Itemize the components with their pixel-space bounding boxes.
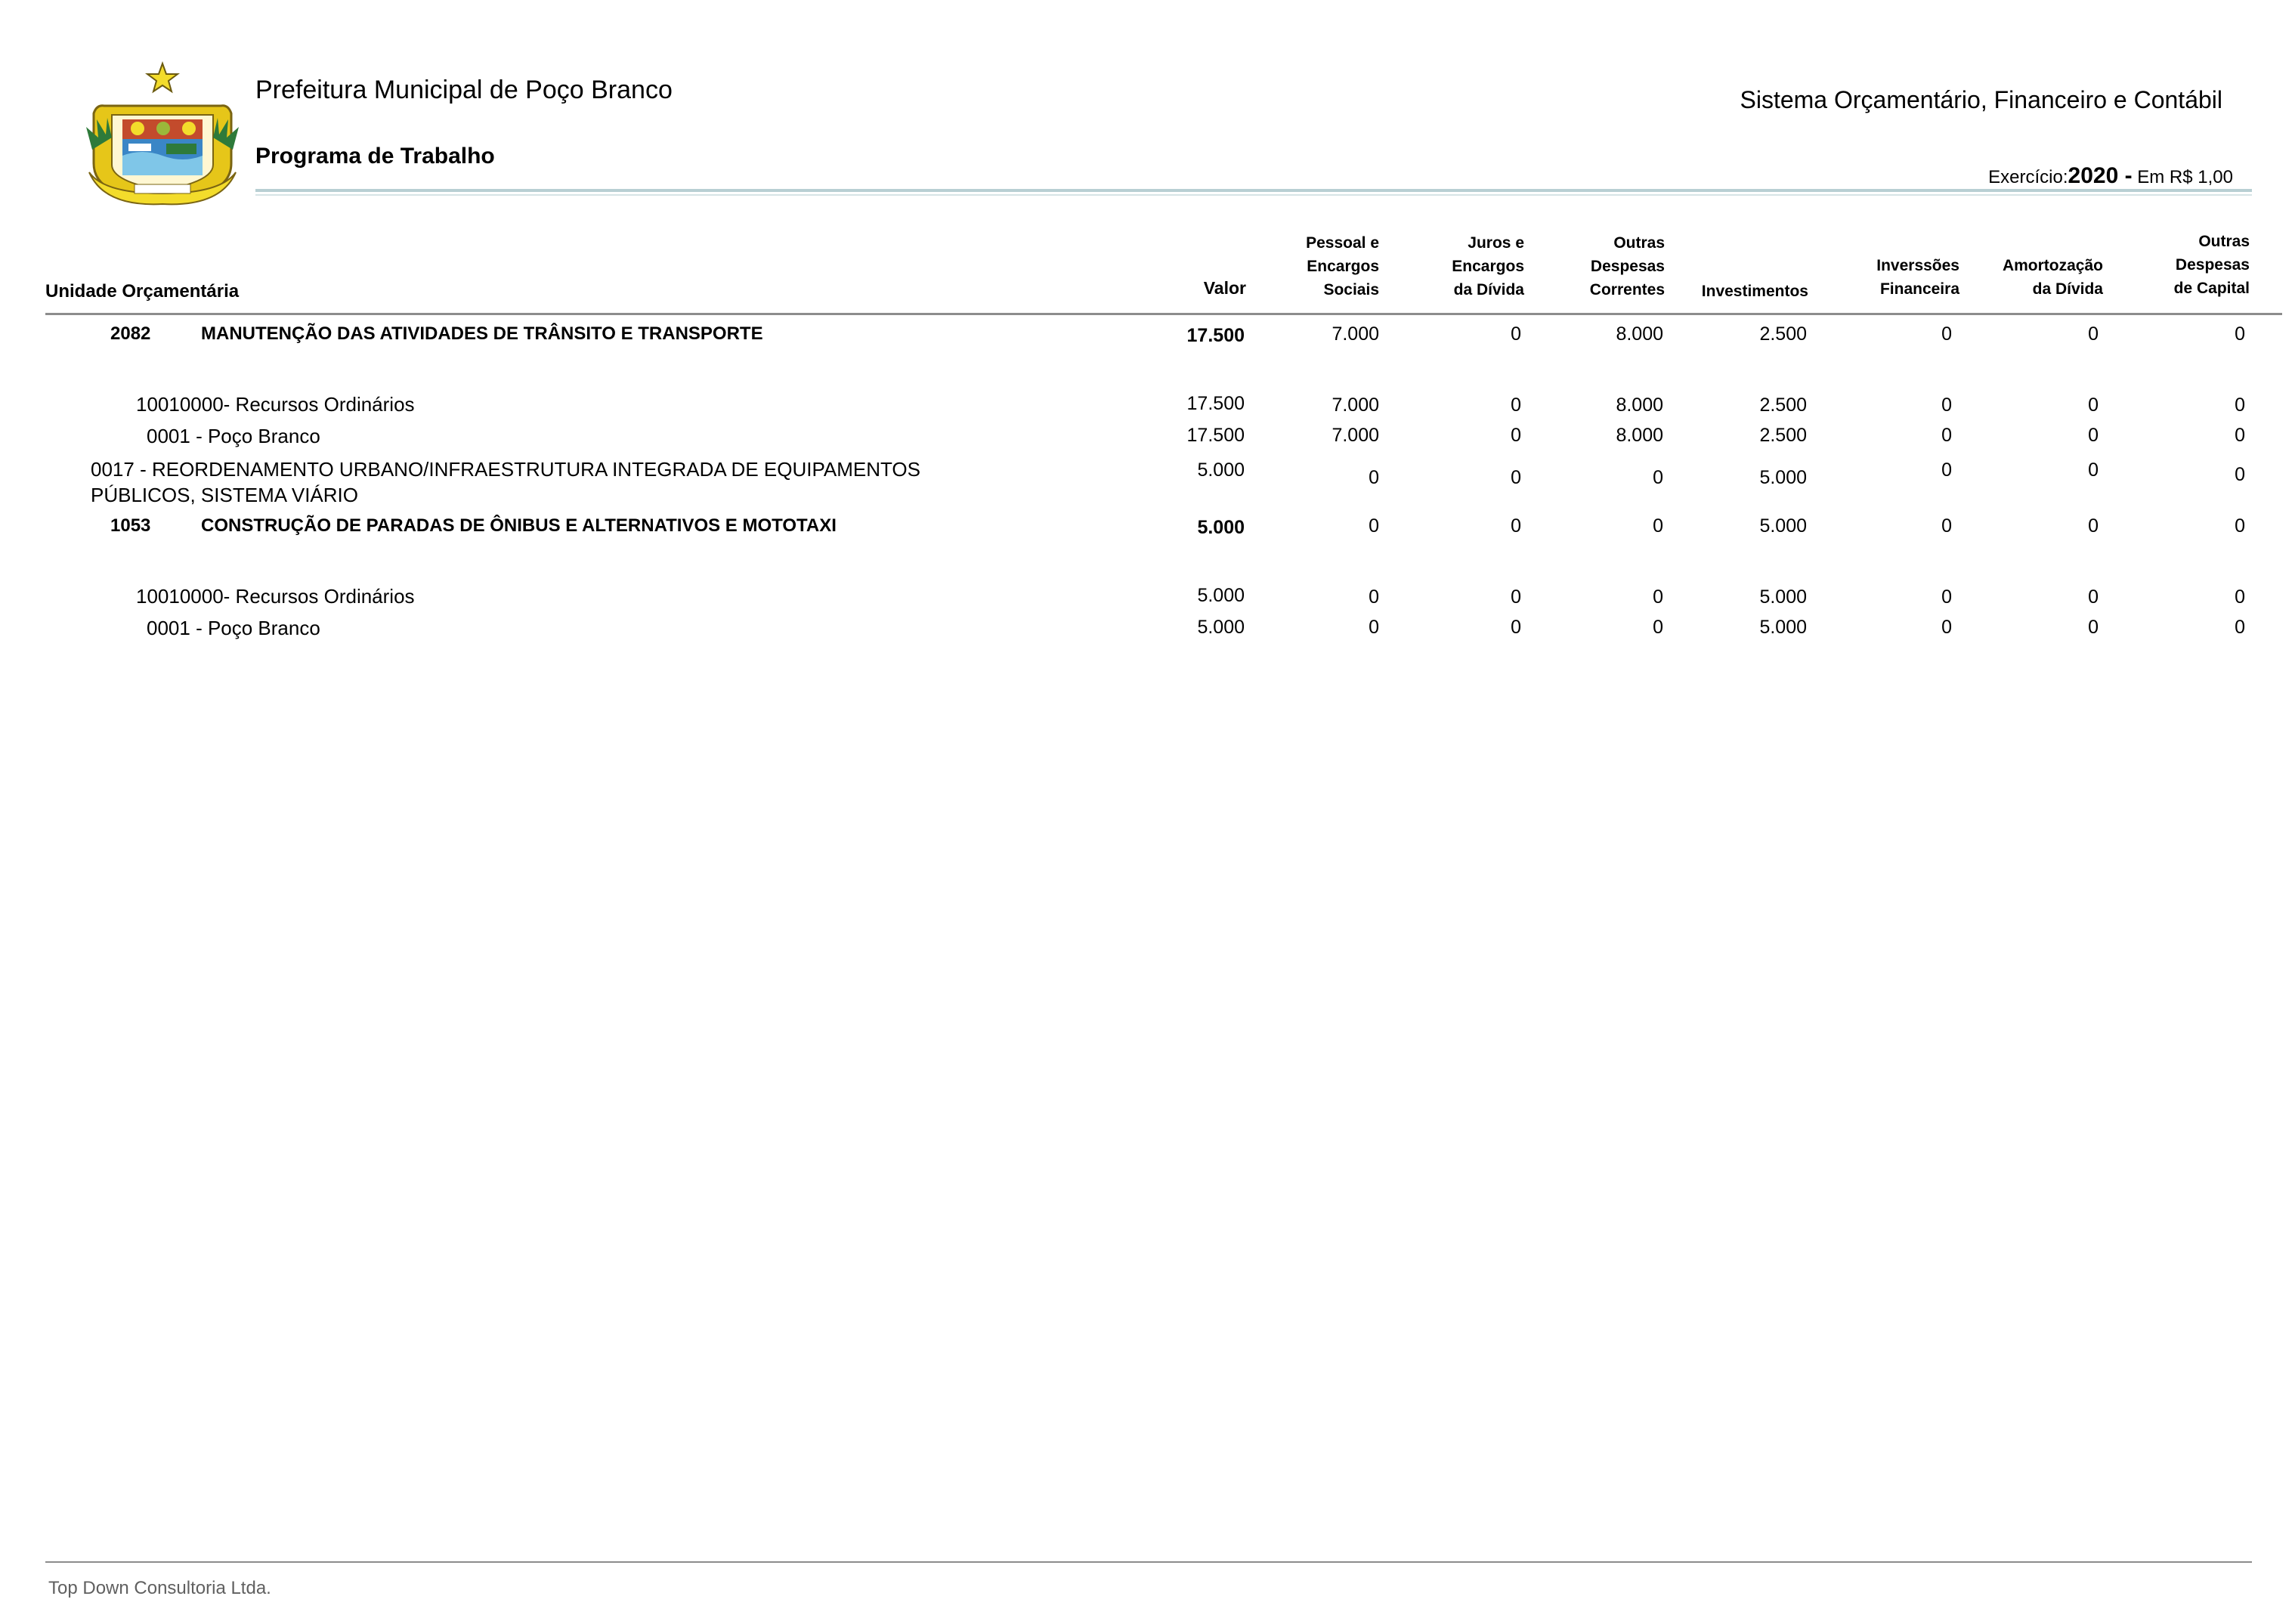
cell-investimentos: 2.500 [1759,425,1807,446]
exercicio-info [1988,163,2233,189]
col-outras-correntes-line1: Outras [1613,234,1665,252]
cell-pessoal: 0 [1369,617,1379,638]
cell-outras-correntes: 8.000 [1616,323,1663,345]
cell-valor: 5.000 [1197,459,1245,481]
cell-investimentos: 5.000 [1759,586,1807,608]
cell-inversoes: 0 [1941,586,1952,608]
cell-pessoal: 7.000 [1332,394,1379,416]
footer-company: Top Down Consultoria Ltda. [48,1578,271,1598]
cell-outras-correntes: 0 [1653,515,1663,537]
system-name: Sistema Orçamentário, Financeiro e Contábil [1740,86,2222,113]
cell-juros: 0 [1511,323,1521,345]
municipal-crest-logo [82,59,243,207]
cell-pessoal: 0 [1369,515,1379,537]
cell-amortizacao: 0 [2088,459,2099,481]
cell-outras-correntes: 8.000 [1616,425,1663,446]
col-juros-line3: da Dívida [1453,281,1524,299]
cell-outras-capital: 0 [2235,515,2245,537]
cell-amortizacao: 0 [2088,323,2099,345]
col-juros-line2: Encargos [1452,258,1524,275]
cell-valor: 5.000 [1197,617,1245,638]
cell-inversoes: 0 [1941,323,1952,345]
cell-outras-capital: 0 [2235,323,2245,345]
col-investimentos: Investimentos [1701,283,1808,300]
cell-valor: 17.500 [1186,425,1245,446]
row-code: 2082 [110,323,151,344]
col-outras-capital-line2: Despesas [2175,256,2250,274]
cell-investimentos: 5.000 [1759,515,1807,537]
cell-amortizacao: 0 [2088,586,2099,608]
report-title: Programa de Trabalho [255,144,495,169]
cell-inversoes: 0 [1941,459,1952,481]
cell-investimentos: 5.000 [1759,617,1807,638]
row-label: 0001 - Poço Branco [147,425,320,447]
cell-outras-capital: 0 [2235,464,2245,485]
cell-pessoal: 0 [1369,586,1379,608]
cell-juros: 0 [1511,617,1521,638]
col-outras-capital-line3: de Capital [2173,280,2250,297]
header-rule-secondary [255,194,2252,196]
col-pessoal [1306,231,1379,302]
footer-rule [45,1561,2252,1563]
row-label: MANUTENÇÃO DAS ATIVIDADES DE TRÂNSITO E TRANSPORTE [201,323,763,344]
cell-outras-correntes: 0 [1653,467,1663,488]
cell-investimentos: 2.500 [1759,394,1807,416]
col-pessoal-line3: Sociais [1323,281,1379,299]
cell-valor: 5.000 [1197,517,1245,538]
col-juros [1452,231,1524,302]
cell-inversoes: 0 [1941,394,1952,416]
cell-investimentos: 2.500 [1759,323,1807,345]
col-inversoes [1876,254,1959,301]
cell-outras-correntes: 8.000 [1616,394,1663,416]
col-amortizacao-line2: da Dívida [2032,280,2103,298]
cell-juros: 0 [1511,394,1521,416]
cell-inversoes: 0 [1941,425,1952,446]
cell-amortizacao: 0 [2088,617,2099,638]
col-outras-capital [2174,230,2250,300]
header-rule [255,189,2252,192]
cell-inversoes: 0 [1941,515,1952,537]
cell-outras-capital: 0 [2235,394,2245,416]
row-label: 0001 - Poço Branco [147,617,320,639]
row-label: 10010000- Recursos Ordinários [136,393,415,416]
cell-valor: 17.500 [1186,325,1245,346]
col-juros-line1: Juros e [1468,234,1524,252]
col-inversoes-line1: Inverssões [1876,257,1959,274]
col-pessoal-line2: Encargos [1307,258,1379,275]
row-label: 0017 - REORDENAMENTO URBANO/INFRAESTRUTURA INTEGRADA DE EQUIPAMENTOS [91,458,920,481]
col-unidade-orcamentaria: Unidade Orçamentária [45,281,240,302]
col-outras-capital-line1: Outras [2198,233,2250,250]
row-label-line2: PÚBLICOS, SISTEMA VIÁRIO [91,484,358,506]
cell-outras-capital: 0 [2235,425,2245,446]
cell-outras-capital: 0 [2235,617,2245,638]
row-code: 1053 [110,515,151,536]
column-header-rule [45,313,2282,315]
cell-juros: 0 [1511,586,1521,608]
col-outras-correntes-line3: Correntes [1589,281,1665,299]
cell-outras-correntes: 0 [1653,586,1663,608]
row-label: 10010000- Recursos Ordinários [136,585,415,608]
cell-amortizacao: 0 [2088,515,2099,537]
exercicio-label: Exercício: [1988,167,2068,187]
cell-amortizacao: 0 [2088,394,2099,416]
cell-outras-correntes: 0 [1653,617,1663,638]
exercicio-year: 2020 - [2068,163,2133,188]
cell-inversoes: 0 [1941,617,1952,638]
cell-juros: 0 [1511,425,1521,446]
currency-label: Em R$ 1,00 [2137,167,2233,187]
cell-pessoal: 7.000 [1332,425,1379,446]
cell-pessoal: 0 [1369,467,1379,488]
cell-valor: 17.500 [1186,393,1245,414]
col-pessoal-line1: Pessoal e [1306,234,1379,252]
col-valor: Valor [1203,278,1246,298]
cell-valor: 5.000 [1197,585,1245,606]
col-outras-correntes [1590,231,1665,302]
col-inversoes-line2: Financeira [1879,280,1959,298]
cell-juros: 0 [1511,515,1521,537]
cell-outras-capital: 0 [2235,586,2245,608]
cell-pessoal: 7.000 [1332,323,1379,345]
cell-investimentos: 5.000 [1759,467,1807,488]
col-outras-correntes-line2: Despesas [1590,258,1665,275]
row-label: CONSTRUÇÃO DE PARADAS DE ÔNIBUS E ALTERNATIVOS E MOTOTAXI [201,515,837,536]
cell-amortizacao: 0 [2088,425,2099,446]
cell-juros: 0 [1511,467,1521,488]
col-amortizacao [2003,254,2103,301]
municipality-name: Prefeitura Municipal de Poço Branco [255,76,673,104]
col-amortizacao-line1: Amortozação [2002,257,2103,274]
